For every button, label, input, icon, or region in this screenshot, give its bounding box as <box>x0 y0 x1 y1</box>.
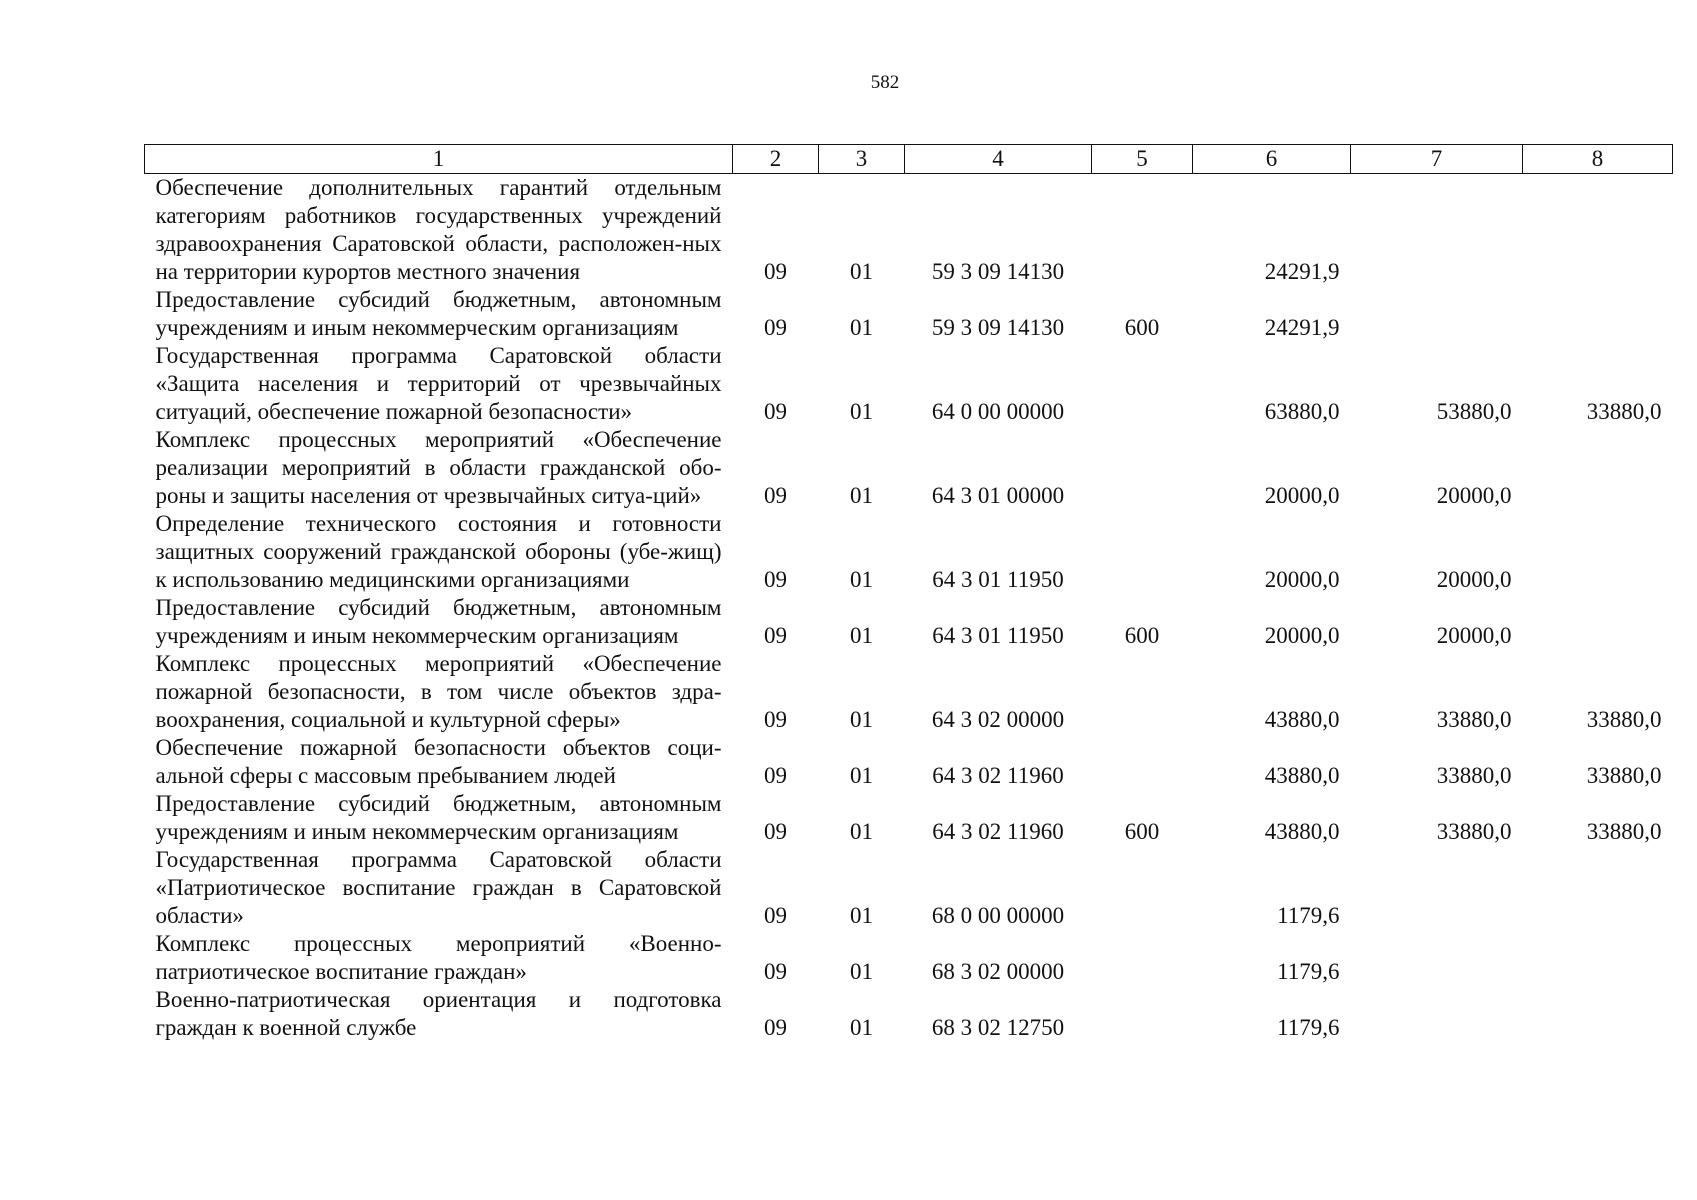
row-amount-6: 1179,6 <box>1277 903 1340 928</box>
row-amount-7 <box>1351 930 1523 986</box>
table-row <box>145 790 1673 846</box>
row-expense-type <box>1092 930 1193 986</box>
row-amount-7: 33880,0 <box>1436 763 1512 788</box>
row-name: Комплекс процессных мероприятий «Военно-патриотическое воспитание граждан» <box>155 931 722 984</box>
row-subsection: 01 <box>850 959 873 984</box>
header-col-7: 7 <box>1351 145 1523 174</box>
row-amount-8: 33880,0 <box>1586 707 1662 732</box>
row-amount-6: 1179,6 <box>1277 1015 1340 1040</box>
row-section: 09 <box>764 959 787 984</box>
row-section: 09 <box>764 483 787 508</box>
row-amount-8: 33880,0 <box>1586 819 1662 844</box>
header-col-3: 3 <box>819 145 905 174</box>
header-col-1: 1 <box>145 145 733 174</box>
row-amount-7: 53880,0 <box>1436 399 1512 424</box>
row-name: Определение технического состояния и готовности защитных сооружений гражданской обороны (убе-жищ) к использованию медицинскими организациями <box>155 511 722 592</box>
row-target-code: 64 3 01 11950 <box>932 623 1064 648</box>
row-target-code: 64 3 01 00000 <box>931 483 1065 508</box>
row-amount-7 <box>1351 846 1523 930</box>
row-name: Государственная программа Саратовской области «Патриотическое воспитание граждан в Саратовской области» <box>155 847 722 928</box>
row-amount-8 <box>1523 426 1673 510</box>
row-subsection: 01 <box>850 707 873 732</box>
row-section: 09 <box>764 399 787 424</box>
row-target-code: 68 3 02 00000 <box>931 959 1065 984</box>
row-expense-type: 600 <box>1124 819 1160 844</box>
table-row <box>145 342 1673 426</box>
table-row <box>145 734 1673 790</box>
row-name: Военно-патриотическая ориентация и подготовка граждан к военной службе <box>155 987 722 1040</box>
row-subsection: 01 <box>850 483 873 508</box>
row-amount-8 <box>1523 986 1673 1042</box>
row-amount-6: 24291,9 <box>1264 259 1340 284</box>
table-body <box>145 174 1673 1043</box>
table-row <box>145 930 1673 986</box>
row-amount-7 <box>1351 986 1523 1042</box>
table-row <box>145 510 1673 594</box>
row-amount-6: 20000,0 <box>1264 567 1340 592</box>
row-amount-8: 33880,0 <box>1586 399 1662 424</box>
page-number: 582 <box>870 72 900 93</box>
row-section: 09 <box>764 1015 787 1040</box>
table-row <box>145 986 1673 1042</box>
header-col-8: 8 <box>1523 145 1673 174</box>
row-subsection: 01 <box>850 399 873 424</box>
row-amount-8 <box>1523 174 1673 287</box>
row-amount-6: 20000,0 <box>1264 623 1340 648</box>
row-section: 09 <box>764 763 787 788</box>
row-subsection: 01 <box>850 567 873 592</box>
row-amount-6: 63880,0 <box>1264 399 1340 424</box>
row-amount-8 <box>1523 510 1673 594</box>
row-name: Комплекс процессных мероприятий «Обеспечение реализации мероприятий в области гражданской обо-роны и защиты населения от чрезвычайных ситуа-ций» <box>155 427 722 508</box>
row-name: Обеспечение дополнительных гарантий отдельным категориям работников государственных учреждений здравоохранения Саратовской области, расположен-ных на территории курортов местного значения <box>155 175 722 284</box>
row-amount-8 <box>1523 846 1673 930</box>
table-header <box>145 145 1673 174</box>
header-col-6: 6 <box>1193 145 1351 174</box>
row-expense-type <box>1092 734 1193 790</box>
row-section: 09 <box>764 567 787 592</box>
row-amount-7: 20000,0 <box>1436 483 1512 508</box>
row-expense-type <box>1092 342 1193 426</box>
row-name: Предоставление субсидий бюджетным, автономным учреждениям и иным некоммерческим организациям <box>155 287 722 340</box>
row-amount-6: 43880,0 <box>1264 707 1340 732</box>
row-target-code: 59 3 09 14130 <box>931 259 1065 284</box>
row-target-code: 64 3 02 11960 <box>932 763 1064 788</box>
row-amount-6: 24291,9 <box>1264 315 1340 340</box>
table-row <box>145 846 1673 930</box>
row-target-code: 59 3 09 14130 <box>931 315 1065 340</box>
row-target-code: 64 0 00 00000 <box>931 399 1065 424</box>
row-amount-8 <box>1523 930 1673 986</box>
header-col-2: 2 <box>733 145 819 174</box>
row-amount-7: 33880,0 <box>1436 819 1512 844</box>
row-expense-type <box>1092 426 1193 510</box>
table-row <box>145 650 1673 734</box>
row-subsection: 01 <box>850 315 873 340</box>
row-expense-type <box>1092 174 1193 287</box>
row-expense-type <box>1092 986 1193 1042</box>
row-target-code: 68 3 02 12750 <box>931 1015 1065 1040</box>
row-expense-type: 600 <box>1124 315 1160 340</box>
row-amount-6: 1179,6 <box>1277 959 1340 984</box>
row-subsection: 01 <box>850 819 873 844</box>
row-section: 09 <box>764 623 787 648</box>
budget-table <box>144 144 1673 1042</box>
row-name: Государственная программа Саратовской области «Защита населения и территорий от чрезвычайных ситуаций, обеспечение пожарной безопасности» <box>155 343 722 424</box>
row-amount-7: 33880,0 <box>1436 707 1512 732</box>
row-amount-6: 43880,0 <box>1264 819 1340 844</box>
row-subsection: 01 <box>850 763 873 788</box>
row-amount-7 <box>1351 174 1523 287</box>
row-target-code: 64 3 02 00000 <box>931 707 1065 732</box>
row-target-code: 64 3 02 11960 <box>932 819 1064 844</box>
table-row <box>145 426 1673 510</box>
header-col-5: 5 <box>1092 145 1193 174</box>
header-col-4: 4 <box>905 145 1092 174</box>
row-target-code: 68 0 00 00000 <box>931 903 1065 928</box>
row-subsection: 01 <box>850 259 873 284</box>
row-section: 09 <box>764 819 787 844</box>
row-name: Предоставление субсидий бюджетным, автономным учреждениям и иным некоммерческим организациям <box>155 595 722 648</box>
header-row <box>145 145 1673 174</box>
row-section: 09 <box>764 903 787 928</box>
row-amount-8 <box>1523 286 1673 342</box>
row-expense-type <box>1092 510 1193 594</box>
row-name: Обеспечение пожарной безопасности объектов соци-альной сферы с массовым пребыванием людей <box>155 735 722 788</box>
row-amount-6: 43880,0 <box>1264 763 1340 788</box>
row-section: 09 <box>764 259 787 284</box>
row-subsection: 01 <box>850 1015 873 1040</box>
row-section: 09 <box>764 707 787 732</box>
row-subsection: 01 <box>850 623 873 648</box>
row-amount-7 <box>1351 286 1523 342</box>
row-amount-7: 20000,0 <box>1436 623 1512 648</box>
table-row <box>145 174 1673 287</box>
row-expense-type <box>1092 846 1193 930</box>
row-expense-type: 600 <box>1124 623 1160 648</box>
row-amount-6: 20000,0 <box>1264 483 1340 508</box>
table-row <box>145 594 1673 650</box>
row-subsection: 01 <box>850 903 873 928</box>
row-amount-8: 33880,0 <box>1586 763 1662 788</box>
row-section: 09 <box>764 315 787 340</box>
row-amount-7: 20000,0 <box>1436 567 1512 592</box>
row-expense-type <box>1092 650 1193 734</box>
row-name: Предоставление субсидий бюджетным, автономным учреждениям и иным некоммерческим организациям <box>155 791 722 844</box>
table-row <box>145 286 1673 342</box>
row-amount-8 <box>1523 594 1673 650</box>
row-target-code: 64 3 01 11950 <box>932 567 1064 592</box>
row-name: Комплекс процессных мероприятий «Обеспечение пожарной безопасности, в том числе объектов здра-воохранения, социальной и культурной сферы» <box>155 651 722 732</box>
